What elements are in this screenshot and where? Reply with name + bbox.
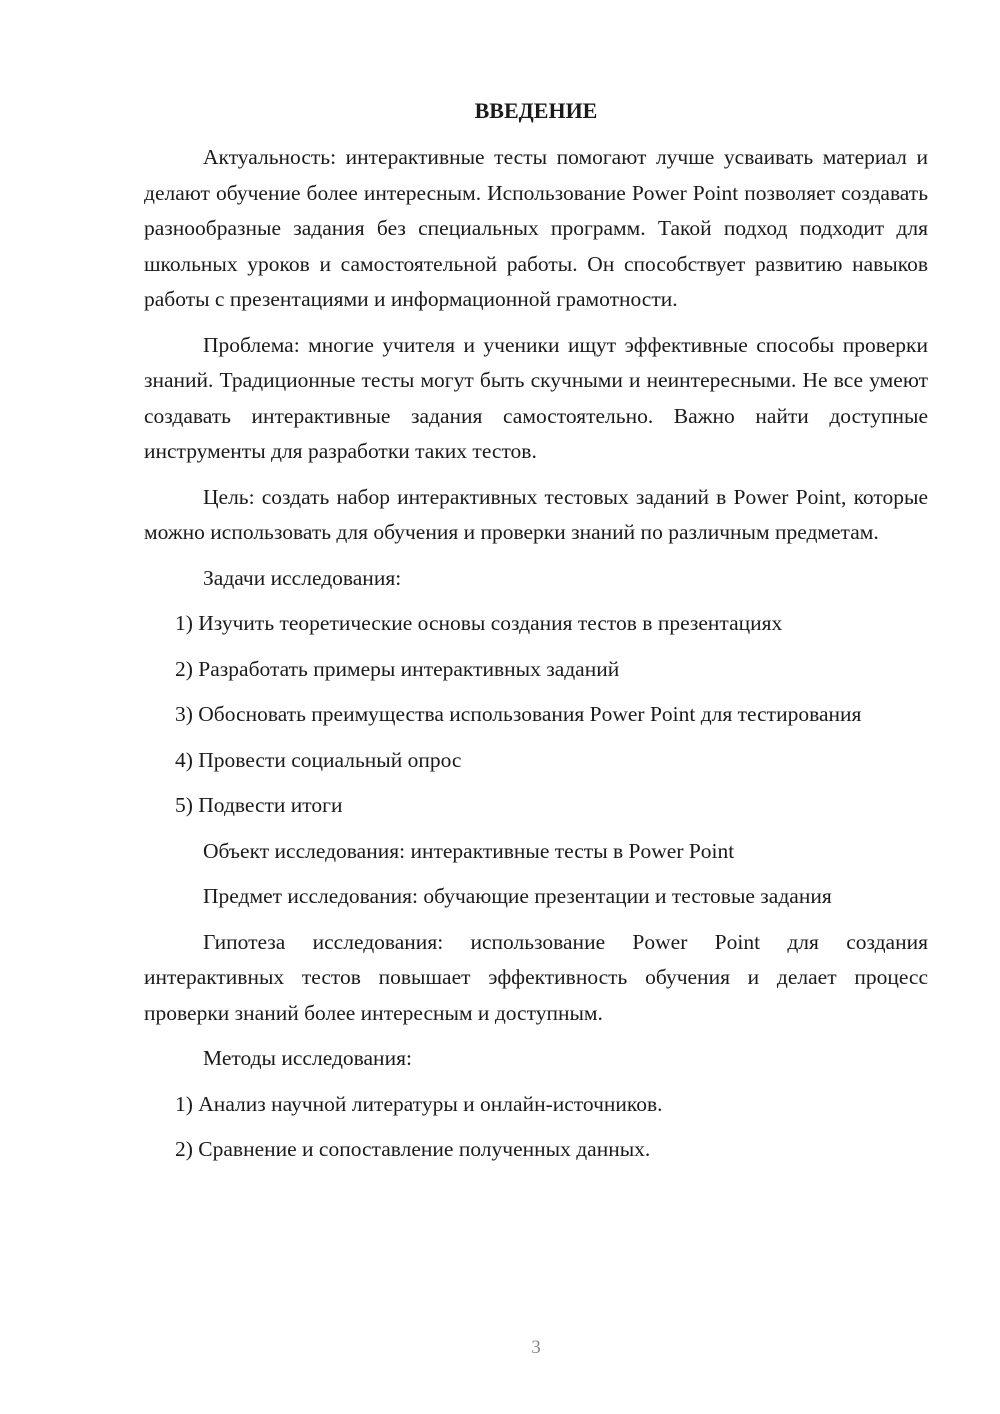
paragraph-relevance: Актуальность: интерактивные тесты помогают лучше усваивать материал и делают обучение более интересным. Использование Power Point позволяет создавать разнообразные задания без специальных программ. Такой подход подходит для школьных уроков и самостоятельной работы. Он способствует развитию навыков работы с презентациями и информационной грамотности. — [144, 145, 928, 311]
task-item-3: 3) Обосновать преимущества использования Power Point для тестирования — [175, 702, 862, 726]
method-item-1: 1) Анализ научной литературы и онлайн-источников. — [175, 1091, 663, 1116]
paragraph-goal: Цель: создать набор интерактивных тестовых заданий в Power Point, которые можно использовать для обучения и проверки знаний по различным предметам. — [144, 484, 928, 544]
paragraph-problem: Проблема: многие учителя и ученики ищут эффективные способы проверки знаний. Традиционные тесты могут быть скучными и неинтересными. Не все умеют создавать интерактивные задания самостоятельно. Важно найти доступные инструменты для разработки таких тестов. — [144, 332, 928, 463]
paragraph-object: Объект исследования: интерактивные тесты в Power Point — [203, 838, 735, 863]
paragraph-hypothesis: Гипотеза исследования: использование Power Point для создания интерактивных тестов повышает эффективность обучения и делает процесс проверки знаний более интересным и доступным. — [144, 929, 928, 1025]
paragraph-subject: Предмет исследования: обучающие презентации и тестовые задания — [203, 884, 832, 908]
methods-title: Методы исследования: — [203, 1046, 412, 1070]
method-item-2: 2) Сравнение и сопоставление полученных данных. — [175, 1137, 651, 1161]
section-heading: ВВЕДЕНИЕ — [474, 98, 598, 123]
task-item-2: 2) Разработать примеры интерактивных заданий — [175, 656, 620, 681]
tasks-title: Задачи исследования: — [203, 565, 402, 590]
page-number: 3 — [531, 1337, 541, 1358]
task-item-4: 4) Провести социальный опрос — [175, 747, 462, 772]
body-text — [144, 140, 928, 1178]
task-item-5: 5) Подвести итоги — [175, 793, 343, 817]
task-item-1: 1) Изучить теоретические основы создания тестов в презентациях — [175, 611, 783, 635]
